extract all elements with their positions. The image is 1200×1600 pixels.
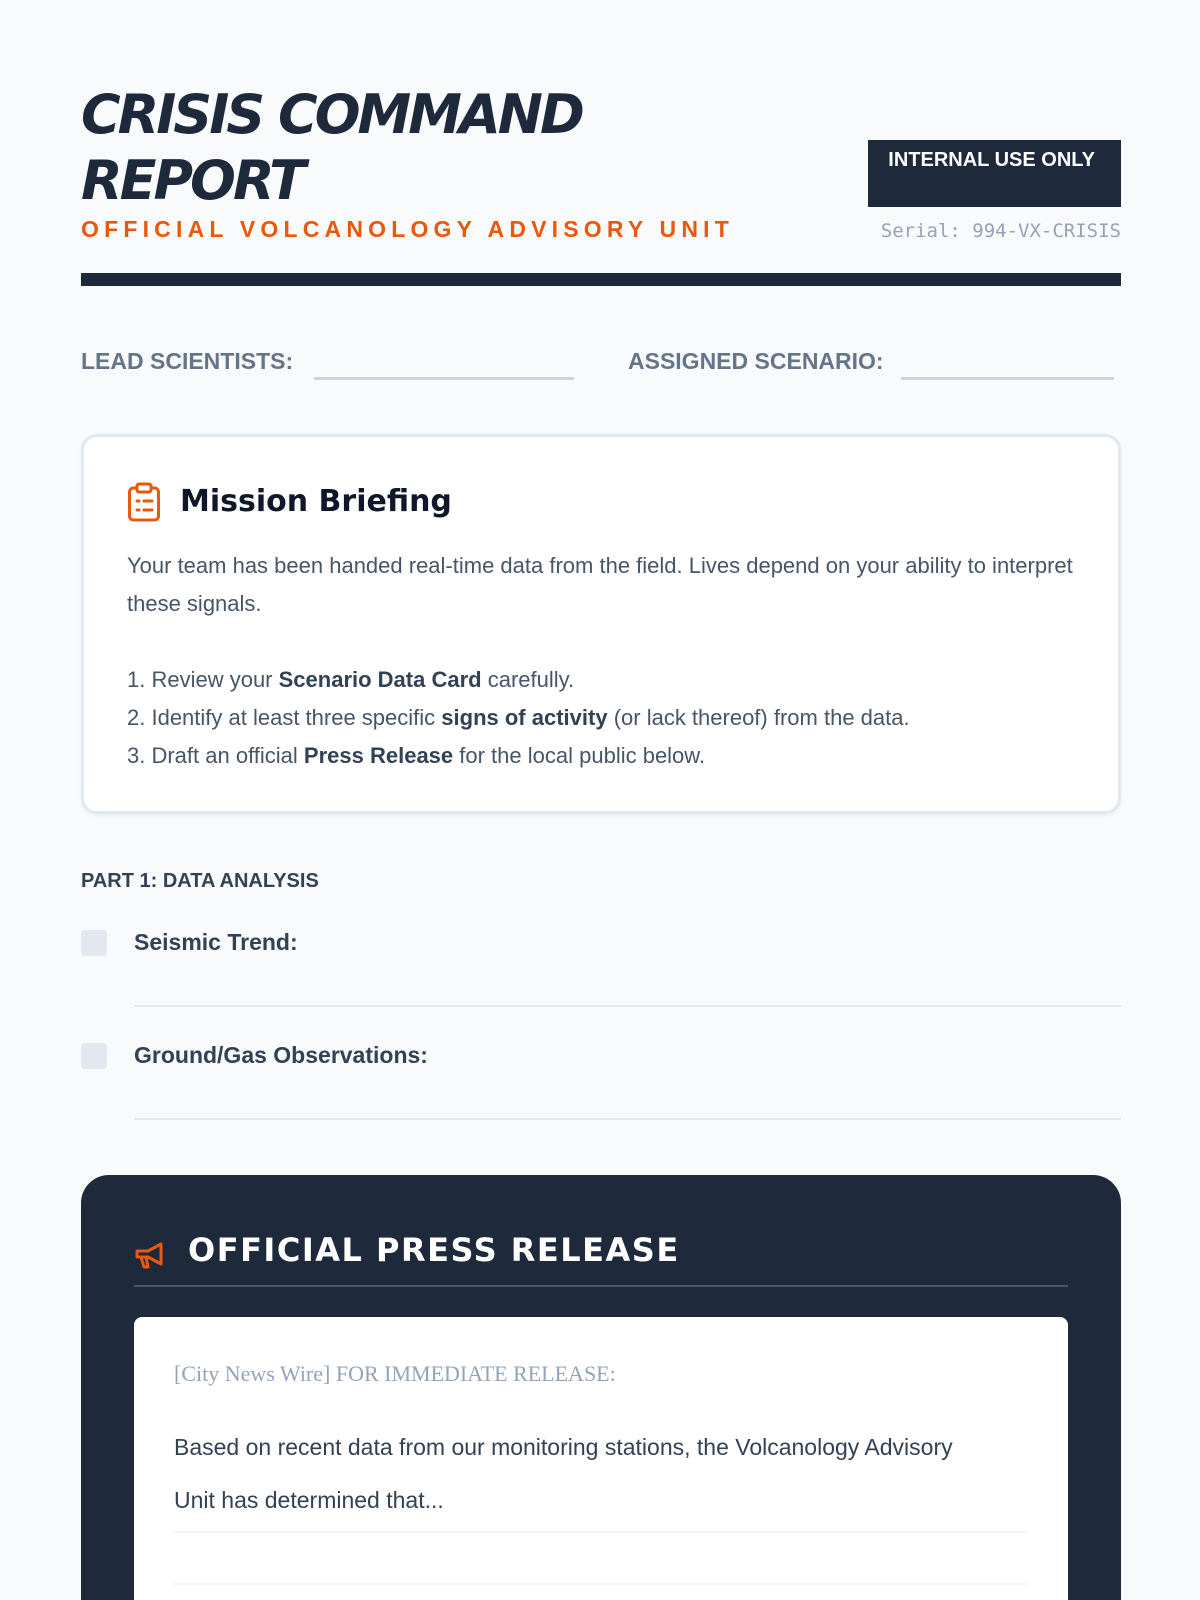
briefing-step: 1. Review your Scenario Data Card carefully. xyxy=(127,667,575,692)
briefing-steps xyxy=(127,661,1087,775)
report-subtitle: OFFICIAL VOLCANOLOGY ADVISORY UNIT xyxy=(81,216,735,242)
mission-briefing-title: Mission Briefing xyxy=(180,484,452,519)
briefing-step: 3. Draft an official Press Release for the local public below. xyxy=(127,743,706,768)
press-release-header xyxy=(134,1231,1068,1287)
lead-scientists-label: LEAD SCIENTISTS: xyxy=(81,348,294,374)
press-release-editor[interactable] xyxy=(134,1317,1068,1600)
assigned-scenario-label: ASSIGNED SCENARIO: xyxy=(628,348,884,374)
mission-briefing-card xyxy=(81,434,1121,814)
seismic-trend-checkbox[interactable] xyxy=(81,930,107,956)
writing-line xyxy=(174,1531,1028,1533)
serial-number: Serial: 994-VX-CRISIS xyxy=(880,220,1121,242)
press-release-body: Based on recent data from our monitoring stations, the Volcanology Advisory Unit has determined that... xyxy=(174,1434,953,1513)
seismic-trend-row xyxy=(81,925,1121,1015)
press-release-title: OFFICIAL PRESS RELEASE xyxy=(188,1231,680,1269)
clipboard-list-icon xyxy=(127,482,161,522)
press-release-panel xyxy=(81,1175,1121,1600)
assigned-scenario-field[interactable] xyxy=(901,377,1114,380)
lead-scientists-field[interactable] xyxy=(314,377,574,380)
internal-use-badge: INTERNAL USE ONLY xyxy=(868,140,1121,207)
report-page xyxy=(81,0,1121,1513)
briefing-step: 2. Identify at least three specific signs of activity (or lack thereof) from the data. xyxy=(127,705,910,730)
ground-gas-row xyxy=(81,1038,1121,1128)
report-header xyxy=(81,0,1121,290)
report-title: CRISIS COMMAND REPORT xyxy=(81,83,582,212)
writing-line xyxy=(174,1583,1028,1585)
report-fields xyxy=(81,343,1121,383)
megaphone-icon xyxy=(134,1239,166,1271)
ground-gas-checkbox[interactable] xyxy=(81,1043,107,1069)
part1-title: PART 1: DATA ANALYSIS xyxy=(81,870,319,892)
seismic-trend-label: Seismic Trend: xyxy=(134,929,298,955)
seismic-trend-field[interactable] xyxy=(134,1005,1121,1007)
header-divider xyxy=(81,273,1121,286)
ground-gas-field[interactable] xyxy=(134,1118,1121,1120)
mission-briefing-intro: Your team has been handed real-time data from the field. Lives depend on your ability to interpret these signals. xyxy=(127,553,1073,616)
news-wire-line: [City News Wire] FOR IMMEDIATE RELEASE: xyxy=(174,1361,616,1386)
ground-gas-label: Ground/Gas Observations: xyxy=(134,1042,428,1068)
